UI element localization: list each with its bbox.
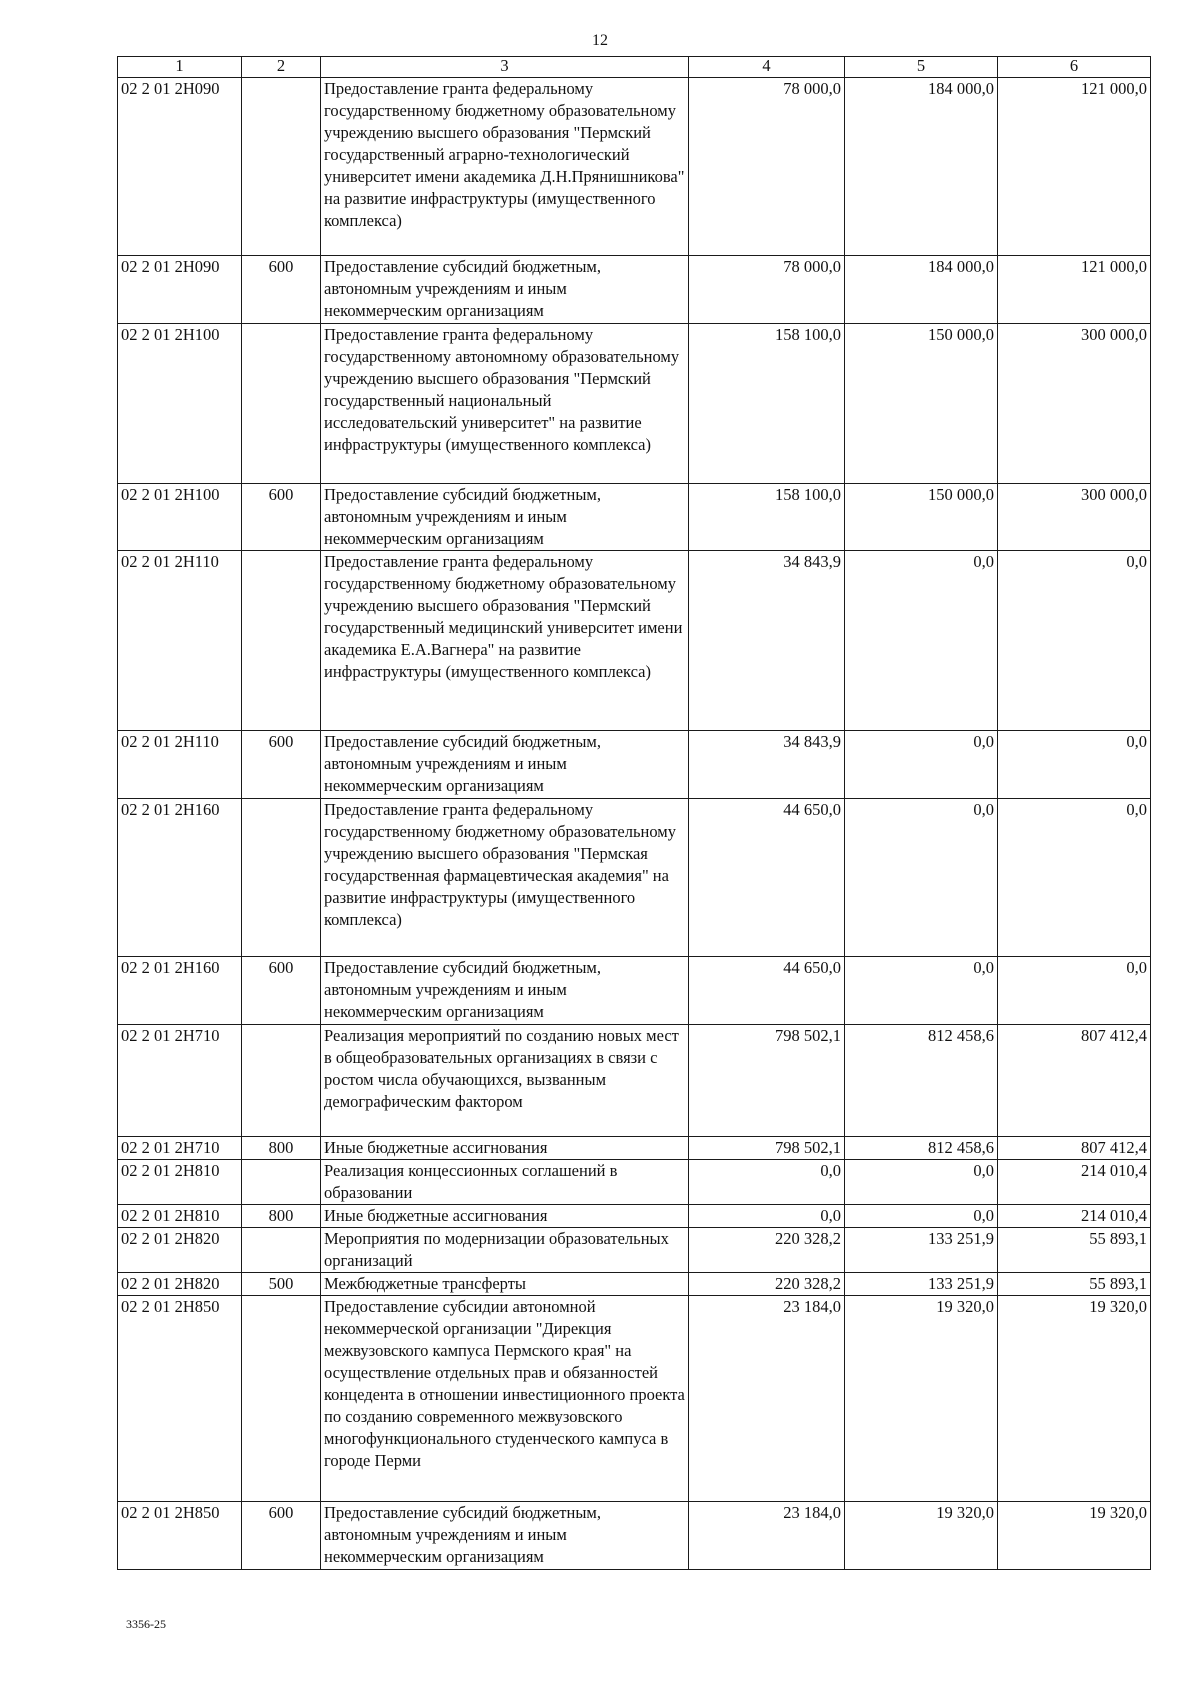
table-row [118,551,1151,731]
expense-type-cell: 600 [242,256,321,324]
amount-col6-cell: 55 893,1 [998,1273,1151,1296]
amount-col5-cell: 133 251,9 [845,1228,998,1273]
amount-col4-cell: 220 328,2 [689,1273,845,1296]
column-header: 6 [998,57,1151,78]
budget-code-cell: 02 2 01 2Н710 [118,1137,242,1160]
amount-col5-cell: 0,0 [845,1205,998,1228]
table-body [118,78,1151,1570]
budget-code-cell: 02 2 01 2Н110 [118,551,242,731]
description-cell: Предоставление субсидий бюджетным, автономным учреждениям и иным некоммерческим организациям [321,731,689,799]
amount-col4-cell: 798 502,1 [689,1025,845,1137]
budget-code-cell: 02 2 01 2Н820 [118,1228,242,1273]
description-cell: Предоставление субсидии автономной некоммерческой организации "Дирекция межвузовского кампуса Пермского края" на осуществление отдельных прав и обязанностей концедента в отношении инвестиционного проекта по созданию современного межвузовского многофункционального студенческого кампуса в городе Перми [321,1296,689,1502]
amount-col5-cell: 0,0 [845,731,998,799]
description-cell: Иные бюджетные ассигнования [321,1137,689,1160]
amount-col4-cell: 158 100,0 [689,324,845,484]
table-row [118,799,1151,957]
table-row [118,256,1151,324]
amount-col4-cell: 34 843,9 [689,551,845,731]
table-row [118,1228,1151,1273]
amount-col4-cell: 23 184,0 [689,1296,845,1502]
description-cell: Предоставление гранта федеральному государственному бюджетному образовательному учреждению высшего образования "Пермский государственный медицинский университет имени академика Е.А.Вагнера" на развитие инфраструктуры (имущественного комплекса) [321,551,689,731]
amount-col6-cell: 807 412,4 [998,1137,1151,1160]
expense-type-cell: 800 [242,1137,321,1160]
amount-col6-cell: 214 010,4 [998,1205,1151,1228]
table-row [118,957,1151,1025]
expense-type-cell [242,1228,321,1273]
table-row [118,484,1151,551]
column-header: 5 [845,57,998,78]
expense-type-cell [242,1025,321,1137]
budget-code-cell: 02 2 01 2Н090 [118,256,242,324]
amount-col6-cell: 807 412,4 [998,1025,1151,1137]
amount-col5-cell: 184 000,0 [845,78,998,256]
description-cell: Предоставление субсидий бюджетным, автономным учреждениям и иным некоммерческим организациям [321,256,689,324]
amount-col6-cell: 19 320,0 [998,1502,1151,1570]
column-header: 2 [242,57,321,78]
amount-col5-cell: 0,0 [845,1160,998,1205]
table-row [118,1137,1151,1160]
budget-code-cell: 02 2 01 2Н850 [118,1502,242,1570]
amount-col4-cell: 158 100,0 [689,484,845,551]
budget-code-cell: 02 2 01 2Н810 [118,1160,242,1205]
amount-col5-cell: 0,0 [845,957,998,1025]
table-row [118,324,1151,484]
expense-type-cell [242,1160,321,1205]
amount-col6-cell: 0,0 [998,957,1151,1025]
description-cell: Межбюджетные трансферты [321,1273,689,1296]
amount-col6-cell: 121 000,0 [998,256,1151,324]
expense-type-cell [242,551,321,731]
page-number: 12 [592,32,608,49]
description-cell: Предоставление гранта федеральному государственному автономному образовательному учреждению высшего образования "Пермский государственный национальный исследовательский университет" на развитие инфраструктуры (имущественного комплекса) [321,324,689,484]
amount-col4-cell: 220 328,2 [689,1228,845,1273]
description-cell: Предоставление гранта федеральному государственному бюджетному образовательному учреждению высшего образования "Пермский государственный аграрно-технологический университет имени академика Д.Н.Прянишникова" на развитие инфраструктуры (имущественного комплекса) [321,78,689,256]
amount-col6-cell: 214 010,4 [998,1160,1151,1205]
budget-code-cell: 02 2 01 2Н850 [118,1296,242,1502]
amount-col4-cell: 78 000,0 [689,78,845,256]
amount-col5-cell: 19 320,0 [845,1502,998,1570]
expense-type-cell: 600 [242,1502,321,1570]
description-cell: Предоставление субсидий бюджетным, автономным учреждениям и иным некоммерческим организациям [321,957,689,1025]
table-row [118,1025,1151,1137]
expense-type-cell [242,78,321,256]
table-header-row [118,57,1151,78]
amount-col6-cell: 300 000,0 [998,484,1151,551]
budget-code-cell: 02 2 01 2Н100 [118,484,242,551]
table-row [118,1273,1151,1296]
budget-code-cell: 02 2 01 2Н100 [118,324,242,484]
amount-col5-cell: 812 458,6 [845,1025,998,1137]
column-header: 1 [118,57,242,78]
expense-type-cell: 500 [242,1273,321,1296]
amount-col6-cell: 19 320,0 [998,1296,1151,1502]
budget-code-cell: 02 2 01 2Н110 [118,731,242,799]
amount-col4-cell: 34 843,9 [689,731,845,799]
amount-col4-cell: 78 000,0 [689,256,845,324]
amount-col5-cell: 19 320,0 [845,1296,998,1502]
amount-col5-cell: 150 000,0 [845,324,998,484]
description-cell: Мероприятия по модернизации образовательных организаций [321,1228,689,1273]
budget-code-cell: 02 2 01 2Н710 [118,1025,242,1137]
budget-code-cell: 02 2 01 2Н820 [118,1273,242,1296]
amount-col4-cell: 798 502,1 [689,1137,845,1160]
amount-col5-cell: 812 458,6 [845,1137,998,1160]
table-row [118,1502,1151,1570]
description-cell: Предоставление субсидий бюджетным, автономным учреждениям и иным некоммерческим организациям [321,1502,689,1570]
amount-col6-cell: 55 893,1 [998,1228,1151,1273]
description-cell: Предоставление субсидий бюджетным, автономным учреждениям и иным некоммерческим организациям [321,484,689,551]
table-row [118,1160,1151,1205]
document-code: 3356-25 [126,1617,166,1631]
amount-col4-cell: 0,0 [689,1205,845,1228]
budget-table [117,56,1151,1570]
amount-col6-cell: 121 000,0 [998,78,1151,256]
table-row [118,78,1151,256]
budget-code-cell: 02 2 01 2Н810 [118,1205,242,1228]
table-row [118,1205,1151,1228]
table-row [118,1296,1151,1502]
amount-col6-cell: 0,0 [998,551,1151,731]
budget-code-cell: 02 2 01 2Н090 [118,78,242,256]
amount-col5-cell: 150 000,0 [845,484,998,551]
description-cell: Реализация мероприятий по созданию новых мест в общеобразовательных организациях в связи с ростом числа обучающихся, вызванным демографическим фактором [321,1025,689,1137]
expense-type-cell: 600 [242,731,321,799]
amount-col6-cell: 0,0 [998,731,1151,799]
amount-col5-cell: 133 251,9 [845,1273,998,1296]
expense-type-cell: 800 [242,1205,321,1228]
expense-type-cell: 600 [242,957,321,1025]
budget-code-cell: 02 2 01 2Н160 [118,799,242,957]
expense-type-cell [242,799,321,957]
amount-col4-cell: 0,0 [689,1160,845,1205]
budget-code-cell: 02 2 01 2Н160 [118,957,242,1025]
description-cell: Иные бюджетные ассигнования [321,1205,689,1228]
expense-type-cell [242,324,321,484]
description-cell: Реализация концессионных соглашений в образовании [321,1160,689,1205]
amount-col5-cell: 184 000,0 [845,256,998,324]
expense-type-cell [242,1296,321,1502]
amount-col5-cell: 0,0 [845,799,998,957]
amount-col4-cell: 23 184,0 [689,1502,845,1570]
table-row [118,731,1151,799]
amount-col5-cell: 0,0 [845,551,998,731]
column-header: 3 [321,57,689,78]
amount-col6-cell: 0,0 [998,799,1151,957]
expense-type-cell: 600 [242,484,321,551]
amount-col6-cell: 300 000,0 [998,324,1151,484]
column-header: 4 [689,57,845,78]
amount-col4-cell: 44 650,0 [689,799,845,957]
amount-col4-cell: 44 650,0 [689,957,845,1025]
description-cell: Предоставление гранта федеральному государственному бюджетному образовательному учреждению высшего образования "Пермская государственная фармацевтическая академия" на развитие инфраструктуры (имущественного комплекса) [321,799,689,957]
